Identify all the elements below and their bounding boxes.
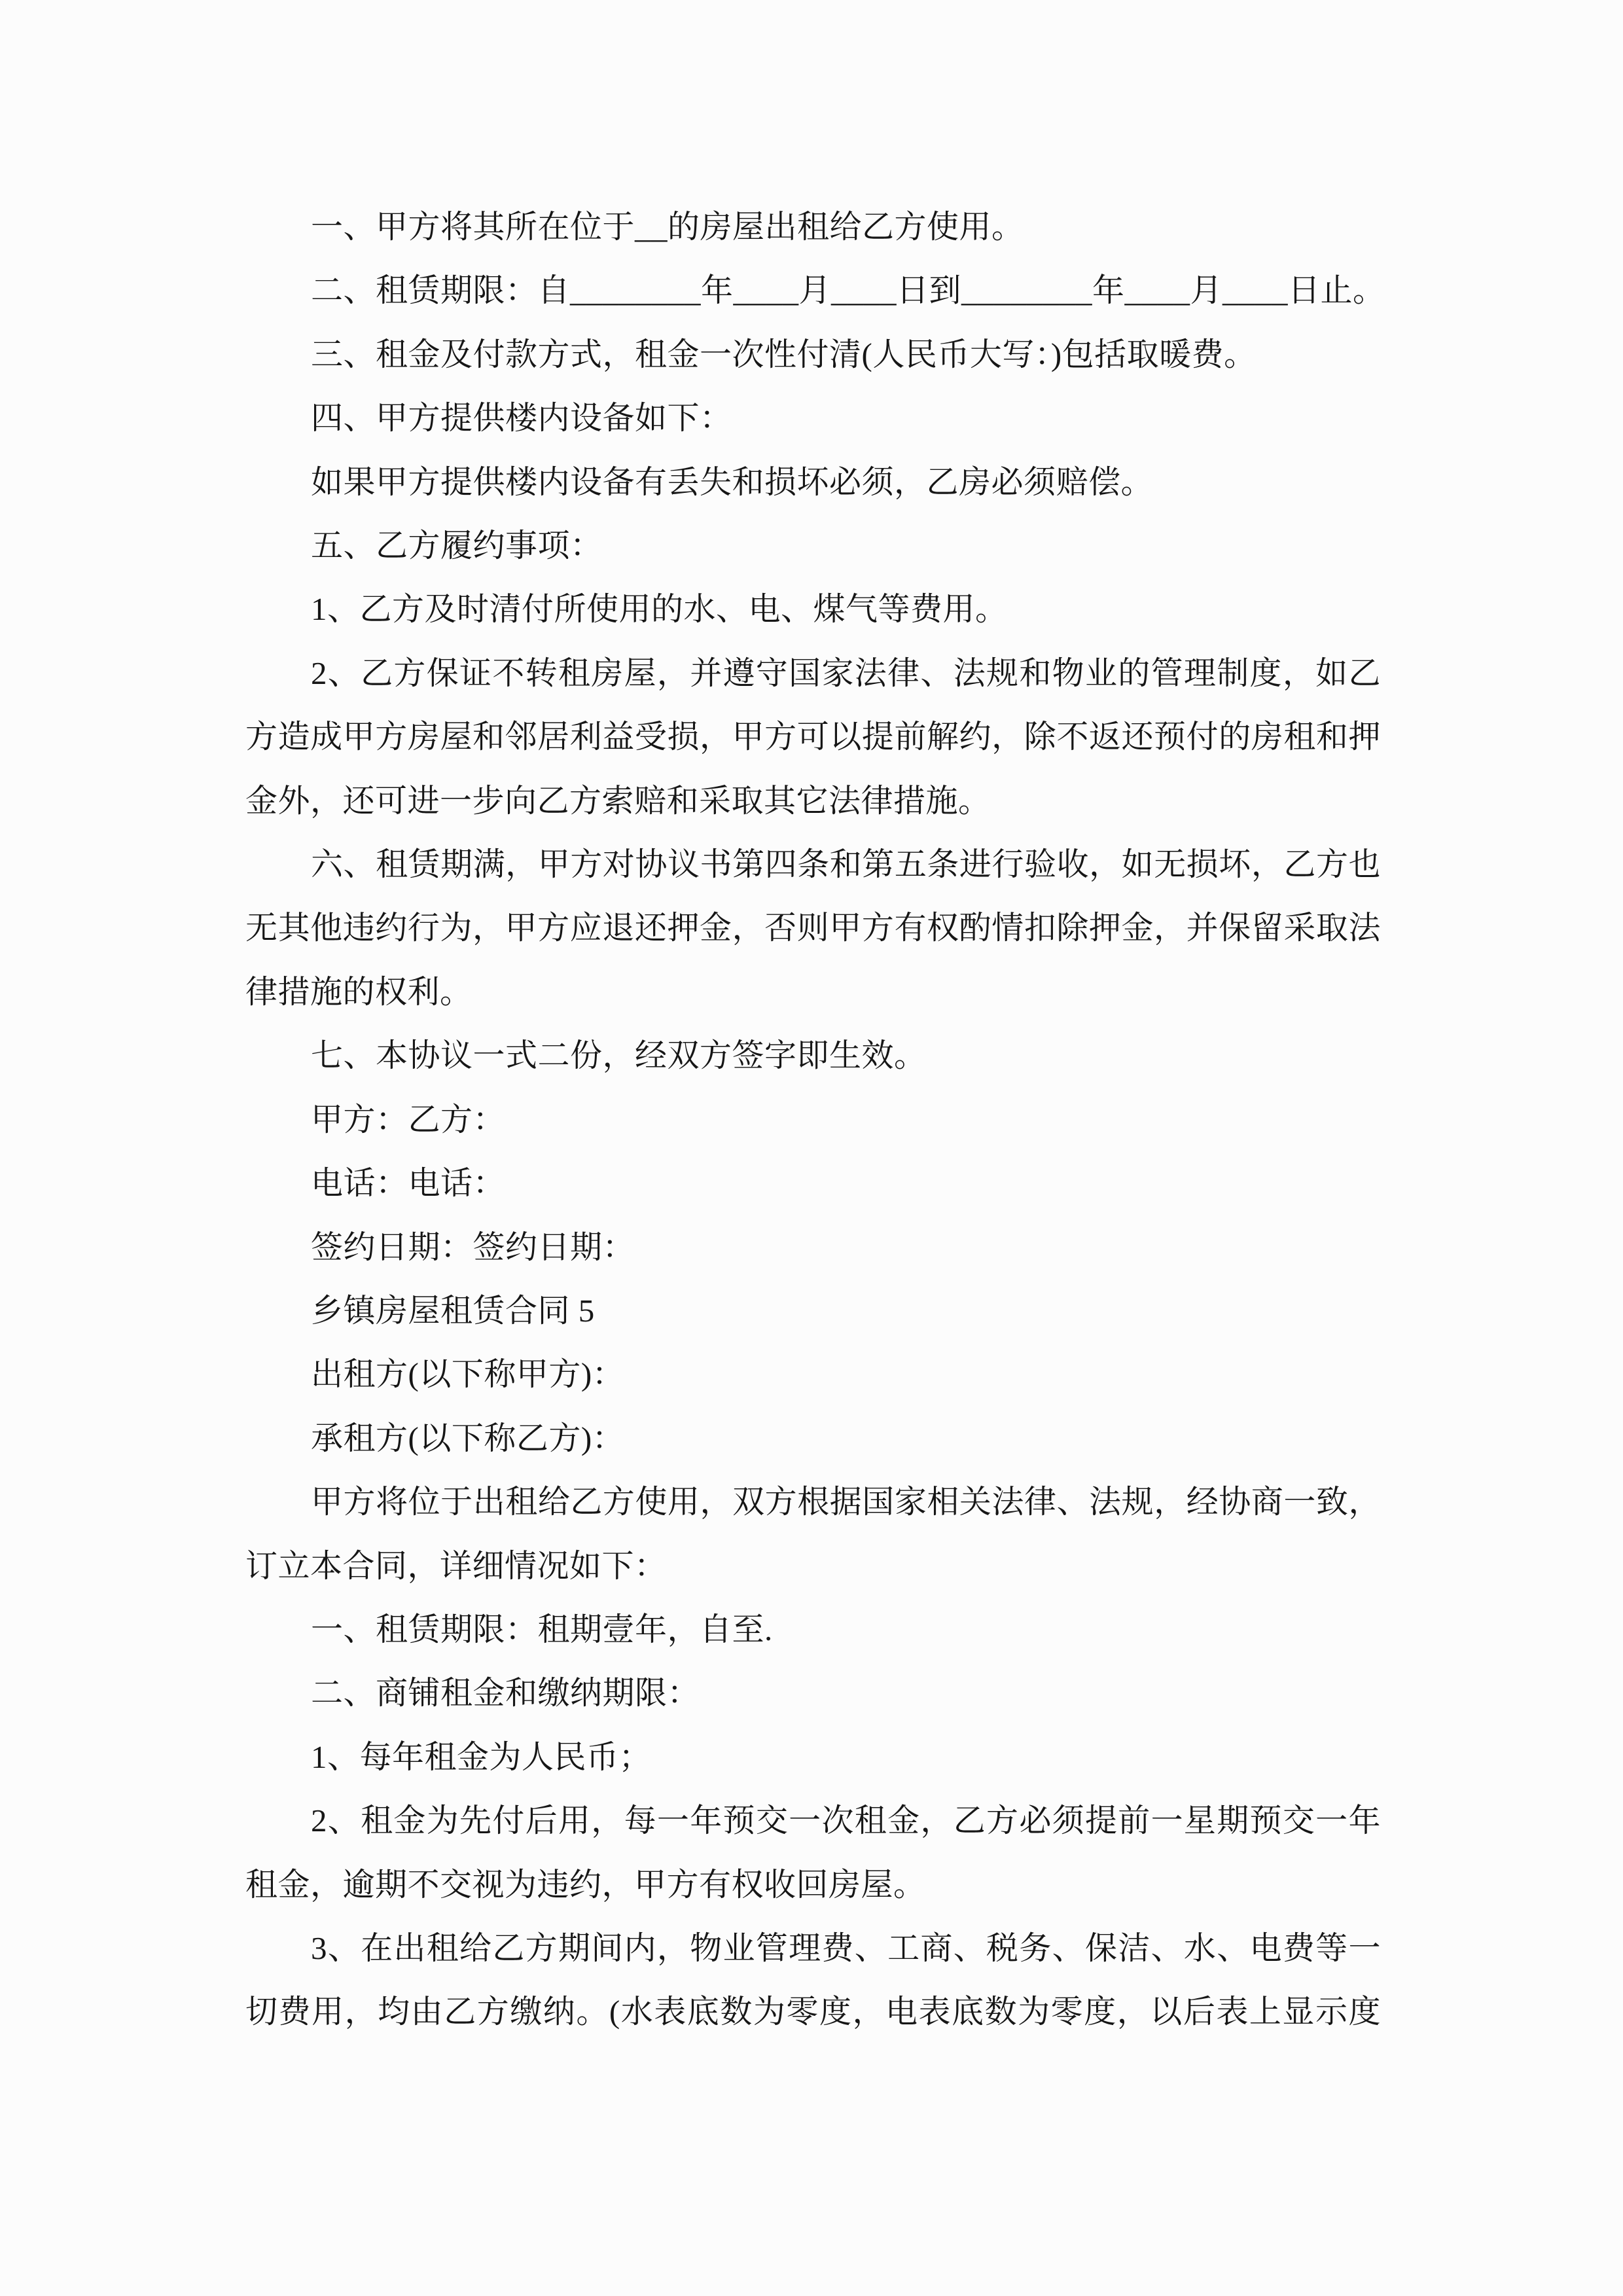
text-line: 切费用，均由乙方缴纳。(水表底数为零度，电表底数为零度，以后表上显示度 [245,1994,1381,2030]
text-line: 2、租金为先付后用，每一年预交一次租金，乙方必须提前一星期预交一年 [311,1803,1381,1839]
text-line: 甲方将位于出租给乙方使用，双方根据国家相关法律、法规，经协商一致， [311,1484,1381,1520]
text-line: 六、租赁期满，甲方对协议书第四条和第五条进行验收，如无损坏，乙方也 [311,846,1381,883]
text-line: 四、甲方提供楼内设备如下： [311,400,732,437]
text-line: 一、甲方将其所在位于__的房屋出租给乙方使用。 [311,209,1024,245]
text-line: 一、租赁期限：租期壹年，自至. [311,1611,773,1647]
text-line: 律措施的权利。 [245,973,473,1010]
text-line: 如果甲方提供楼内设备有丢失和损坏必须，乙房必须赔偿。 [311,463,1154,500]
document-text [245,195,1385,2044]
text-line: 乡镇房屋租赁合同 5 [311,1292,595,1329]
text-line: 二、租赁期限：自________年____月____日到________年____月____日止。 [311,272,1385,309]
text-line: 七、本协议一式二份，经双方签字即生效。 [311,1037,927,1074]
text-line: 签约日期：签约日期： [311,1229,635,1265]
text-line: 3、在出租给乙方期间内，物业管理费、工商、税务、保洁、水、电费等一 [311,1929,1381,1966]
text-line: 甲方：乙方： [311,1101,506,1138]
text-line: 五、乙方履约事项： [311,528,603,564]
text-line: 电话：电话： [311,1165,506,1202]
text-line: 租金，逾期不交视为违约，甲方有权收回房屋。 [245,1866,926,1903]
text-line: 无其他违约行为，甲方应退还押金，否则甲方有权酌情扣除押金，并保留采取法 [245,910,1381,946]
text-line: 方造成甲方房屋和邻居利益受损，甲方可以提前解约，除不返还预付的房租和押 [245,719,1381,755]
text-line: 二、商铺租金和缴纳期限： [311,1675,700,1712]
text-line: 1、每年租金为人民币； [311,1738,652,1775]
text-line: 承租方(以下称乙方)： [311,1420,625,1456]
text-line: 订立本合同，详细情况如下： [245,1547,667,1584]
text-line: 2、乙方保证不转租房屋，并遵守国家法律、法规和物业的管理制度，如乙 [311,655,1381,691]
text-line: 三、租金及付款方式，租金一次性付清(人民币大写：)包括取暖费。 [311,336,1257,372]
text-line: 1、乙方及时清付所使用的水、电、煤气等费用。 [311,591,1008,628]
text-line: 出租方(以下称甲方)： [311,1356,625,1393]
text-line: 金外，还可进一步向乙方索赔和采取其它法律措施。 [245,782,991,819]
